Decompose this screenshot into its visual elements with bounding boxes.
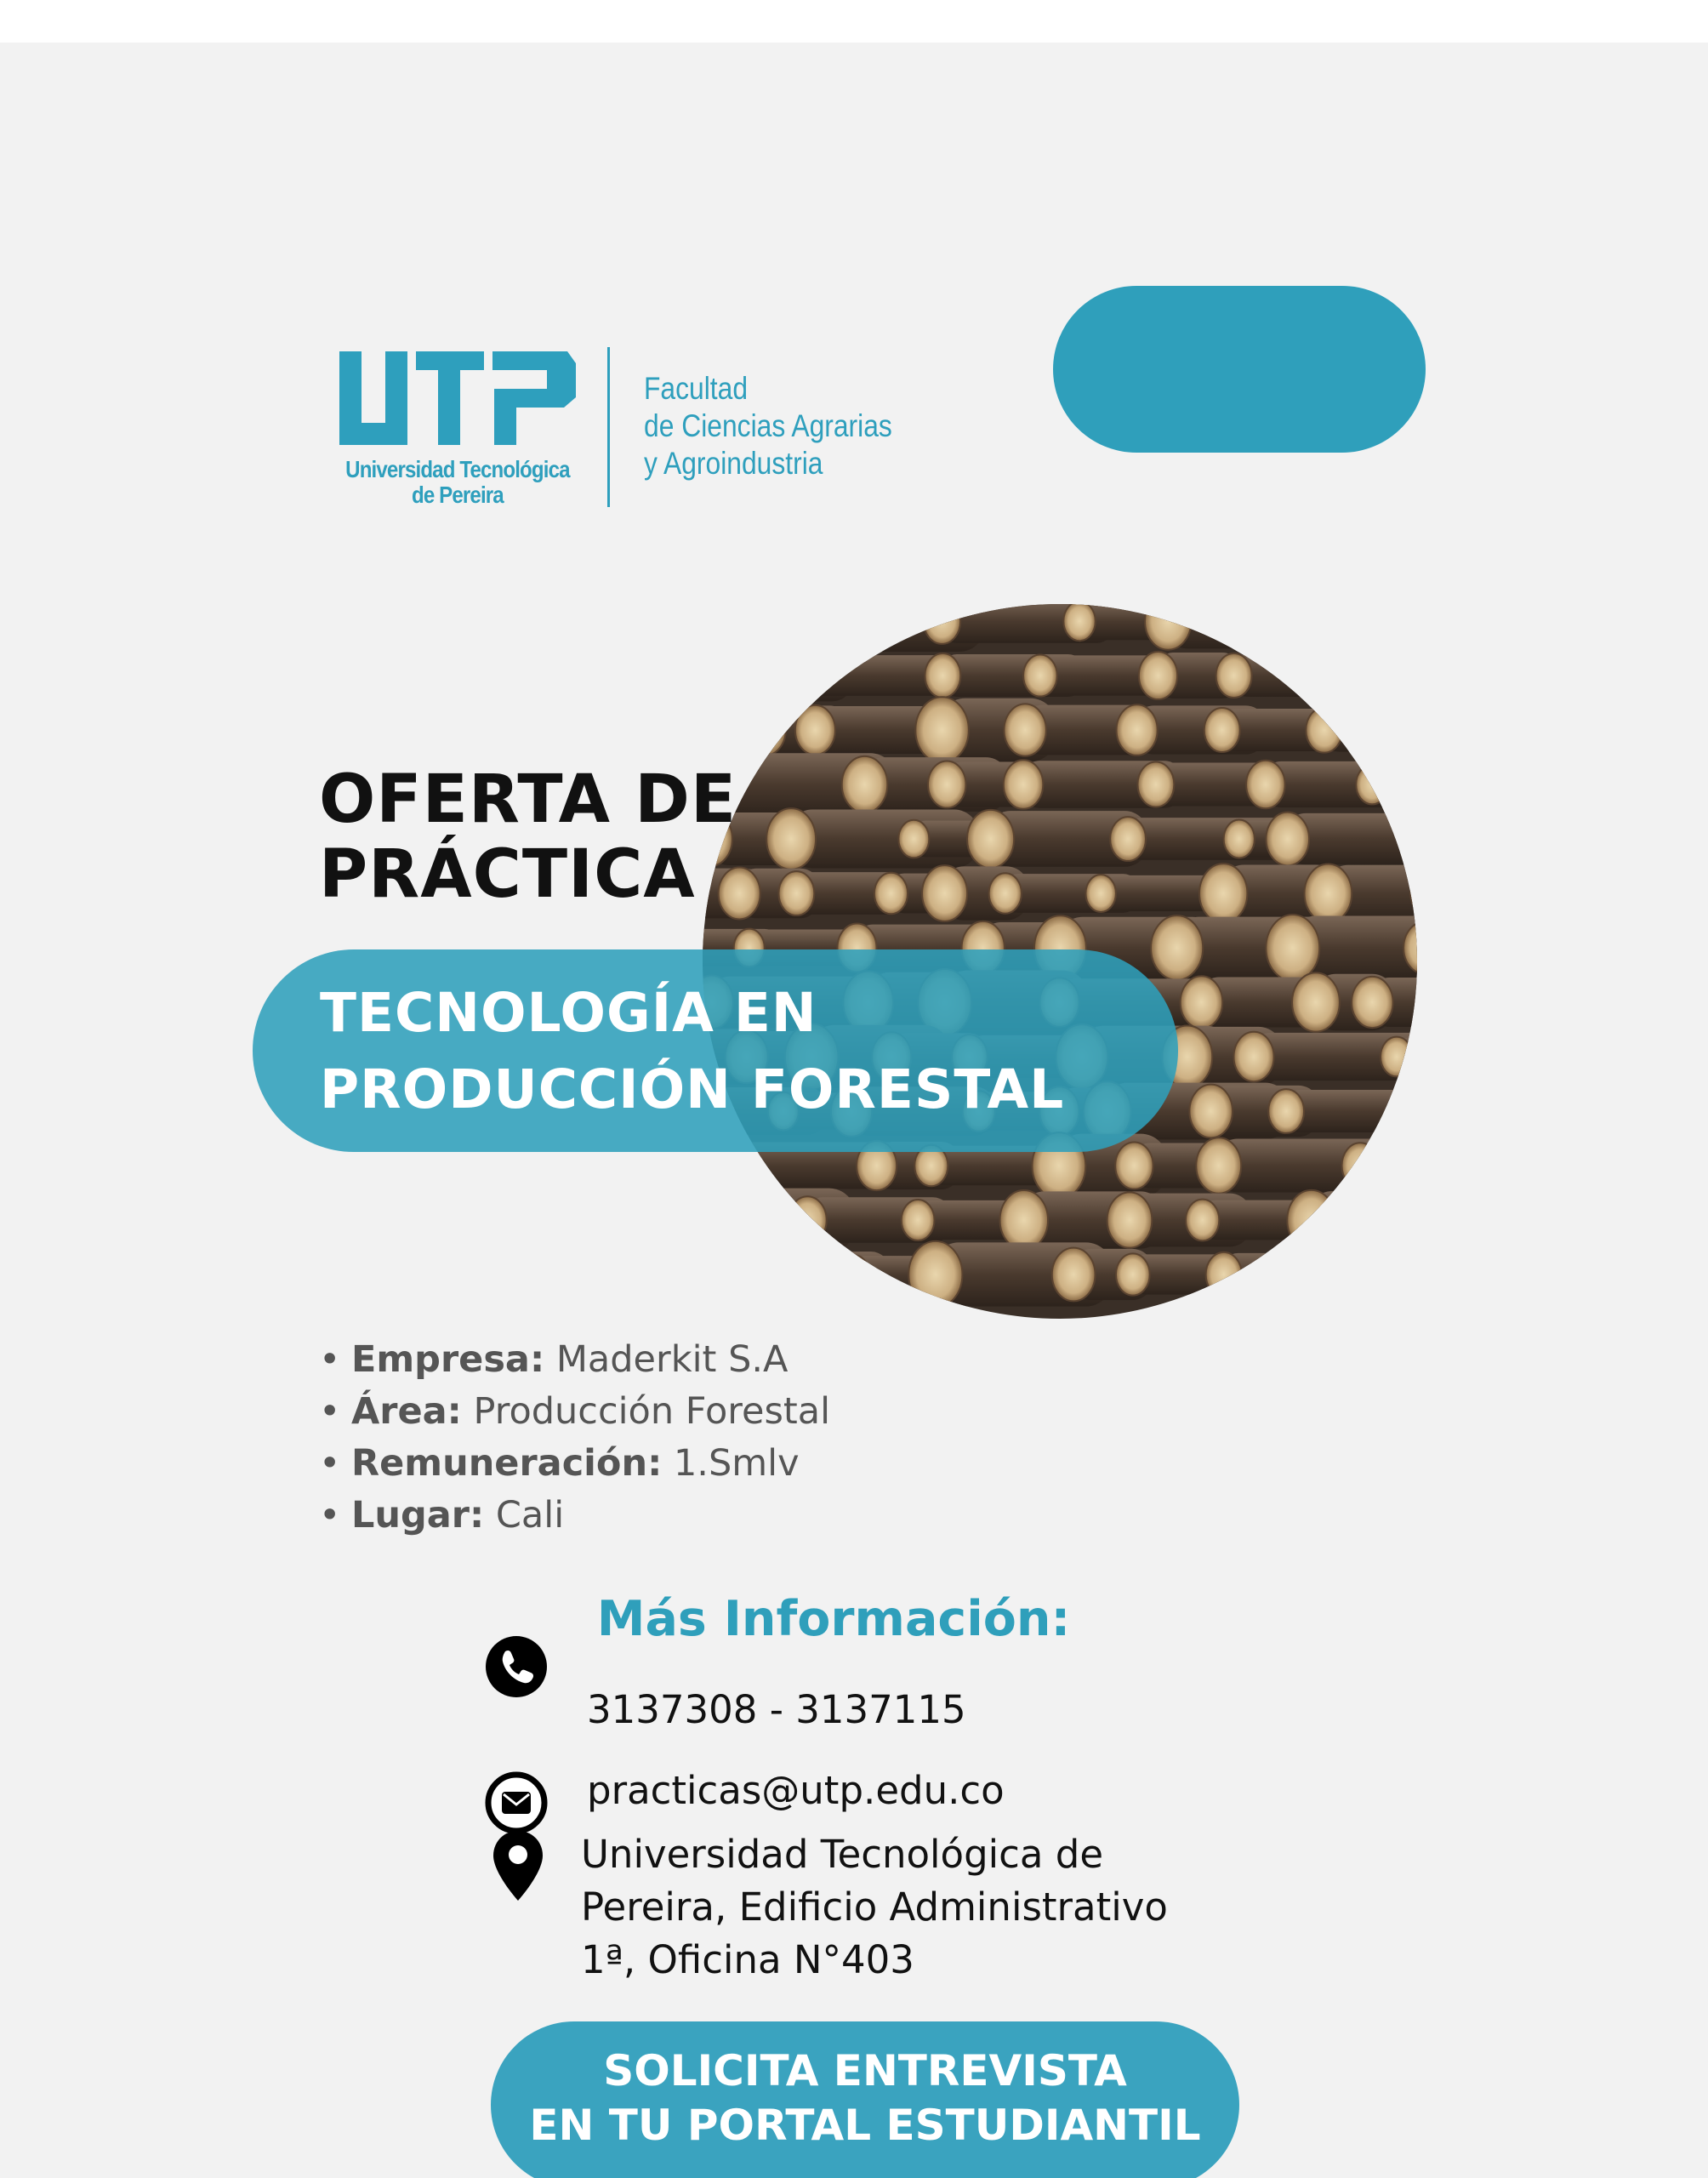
log-end — [811, 604, 862, 653]
log-end — [1107, 1192, 1153, 1247]
log-end — [908, 1241, 962, 1308]
request-interview-line2: EN TU PORTAL ESTUDIANTIL — [529, 2101, 1201, 2150]
detail-area: • Área: Producción Forestal — [319, 1390, 831, 1433]
log-bark — [1357, 1143, 1417, 1187]
log-end — [925, 653, 960, 698]
log-end — [1233, 1032, 1273, 1081]
log-end — [1110, 817, 1146, 861]
request-interview-line1: SOLICITA ENTREVISTA — [603, 2046, 1127, 2095]
log-end — [1151, 915, 1203, 980]
log-end — [1052, 1248, 1096, 1302]
detail-location: • Lugar: Cali — [319, 1494, 565, 1537]
log-end — [703, 648, 716, 702]
log-end — [1381, 1037, 1413, 1077]
log-end — [1186, 1200, 1219, 1241]
email-address[interactable]: practicas@utp.edu.co — [587, 1768, 1005, 1813]
log-end — [1304, 864, 1352, 922]
log-bark — [707, 1250, 794, 1298]
log-end — [1204, 708, 1240, 752]
log-bark — [1366, 654, 1417, 697]
log-end — [1306, 707, 1342, 752]
log-end — [1199, 864, 1247, 923]
more-info-heading: Más Información: — [596, 1591, 1071, 1647]
address-line1: Universidad Tecnológica de — [581, 1832, 1104, 1877]
detail-location-label: Lugar: — [351, 1494, 485, 1537]
log-end — [1352, 653, 1387, 698]
log-end — [1292, 972, 1340, 1031]
log-bark — [1221, 1253, 1364, 1296]
log-end — [1139, 652, 1177, 699]
log-bark — [1231, 654, 1417, 697]
log-end — [1004, 760, 1044, 809]
log-end — [924, 604, 960, 644]
address — [581, 1828, 1168, 1987]
log-end — [1137, 761, 1174, 807]
phone-icon — [485, 1635, 548, 1698]
log-end — [795, 705, 835, 755]
log-end — [1224, 819, 1255, 858]
university-name-line2: de Pereira — [411, 482, 504, 508]
log-end — [745, 704, 786, 755]
log-end — [778, 871, 814, 915]
log-end — [1206, 1252, 1242, 1297]
log-end — [789, 1196, 827, 1244]
log-end — [1287, 1190, 1335, 1250]
log-bark — [1293, 604, 1417, 653]
logo-divider — [607, 347, 610, 507]
detail-company-value: Maderkit S.A — [555, 1338, 789, 1381]
log-bark — [703, 604, 785, 647]
detail-area-label: Área: — [351, 1390, 462, 1433]
log-end — [783, 654, 817, 697]
log-end — [1189, 1085, 1233, 1138]
faculty-line2: de Ciencias Agrarias — [644, 408, 892, 443]
utp-logo-icon — [334, 345, 577, 455]
offer-title-line2: PRÁCTICA — [319, 836, 696, 913]
detail-salary: • Remuneración: 1.Smlv — [319, 1442, 800, 1485]
log-end — [874, 873, 908, 915]
phone-number[interactable]: 3137308 - 3137115 — [587, 1687, 966, 1732]
detail-salary-value: 1.Smlv — [673, 1442, 800, 1485]
detail-salary-label: Remuneración: — [351, 1442, 663, 1485]
log-end — [1116, 1253, 1150, 1295]
university-name — [334, 457, 581, 508]
log-end — [1266, 812, 1309, 866]
header-pill-decoration — [1053, 286, 1426, 453]
mail-icon — [485, 1771, 548, 1834]
log-end — [1270, 604, 1323, 653]
program-title-line1: TECNOLOGÍA EN — [320, 982, 817, 1044]
details-list — [319, 1334, 830, 1542]
offer-title-line1: OFERTA DE — [319, 761, 737, 838]
log-bark — [752, 604, 893, 646]
faculty-line3: y Agroindustria — [644, 446, 823, 481]
log-end — [1268, 1089, 1304, 1133]
log-end — [1246, 761, 1285, 808]
log-end — [1352, 977, 1393, 1028]
request-interview-label — [491, 2044, 1239, 2152]
log-end — [967, 810, 1014, 868]
log-end — [766, 808, 816, 869]
request-interview-button[interactable] — [491, 2021, 1239, 2178]
log-end — [1196, 1137, 1241, 1194]
log-end — [839, 1255, 870, 1293]
log-end — [1266, 915, 1319, 981]
log-end — [1023, 654, 1057, 696]
log-end — [928, 761, 966, 807]
program-title — [320, 975, 1064, 1128]
log-end — [898, 820, 929, 858]
address-line2: Pereira, Edificio Administrativo — [581, 1884, 1168, 1930]
log-bark — [1328, 1253, 1417, 1295]
log-end — [1395, 604, 1417, 647]
log-end — [703, 702, 729, 759]
program-title-line2: PRODUCCIÓN FORESTAL — [320, 1058, 1065, 1120]
university-name-line1: Universidad Tecnológica — [345, 456, 570, 482]
log-end — [1115, 1142, 1153, 1189]
detail-company: • Empresa: Maderkit S.A — [319, 1338, 789, 1381]
detail-area-value: Producción Forestal — [473, 1390, 831, 1433]
log-end — [1004, 704, 1045, 755]
log-end — [1216, 653, 1252, 698]
log-end — [1219, 604, 1261, 647]
log-bark — [1412, 604, 1417, 646]
log-end — [1341, 1143, 1378, 1188]
log-end — [1063, 604, 1095, 641]
poster — [0, 43, 1708, 2178]
faculty-line1: Facultad — [644, 371, 749, 406]
log-end — [766, 1251, 805, 1298]
log-end — [1117, 704, 1158, 755]
detail-company-label: Empresa: — [351, 1338, 545, 1381]
log-end — [1181, 976, 1223, 1028]
log-end — [703, 1187, 732, 1253]
log-bark — [1237, 604, 1335, 646]
log-end — [1313, 1252, 1348, 1296]
log-end — [1392, 1089, 1417, 1133]
log-end — [1085, 875, 1116, 912]
offer-title — [319, 762, 737, 912]
log-end — [703, 604, 719, 648]
location-pin-icon — [492, 1829, 544, 1902]
log-end — [703, 1249, 730, 1299]
log-bark — [1219, 709, 1390, 751]
log-end — [1356, 765, 1388, 805]
log-end — [915, 697, 969, 762]
log-end — [735, 604, 776, 647]
log-end — [922, 865, 967, 921]
log-end — [902, 1200, 935, 1240]
faculty-name — [644, 370, 892, 482]
log-end — [842, 756, 888, 812]
detail-location-value: Cali — [495, 1494, 565, 1537]
log-end — [1000, 1190, 1049, 1250]
log-end — [989, 873, 1022, 914]
log-bark — [1405, 1090, 1417, 1132]
address-line3: 1ª, Oficina N°403 — [581, 1937, 914, 1982]
